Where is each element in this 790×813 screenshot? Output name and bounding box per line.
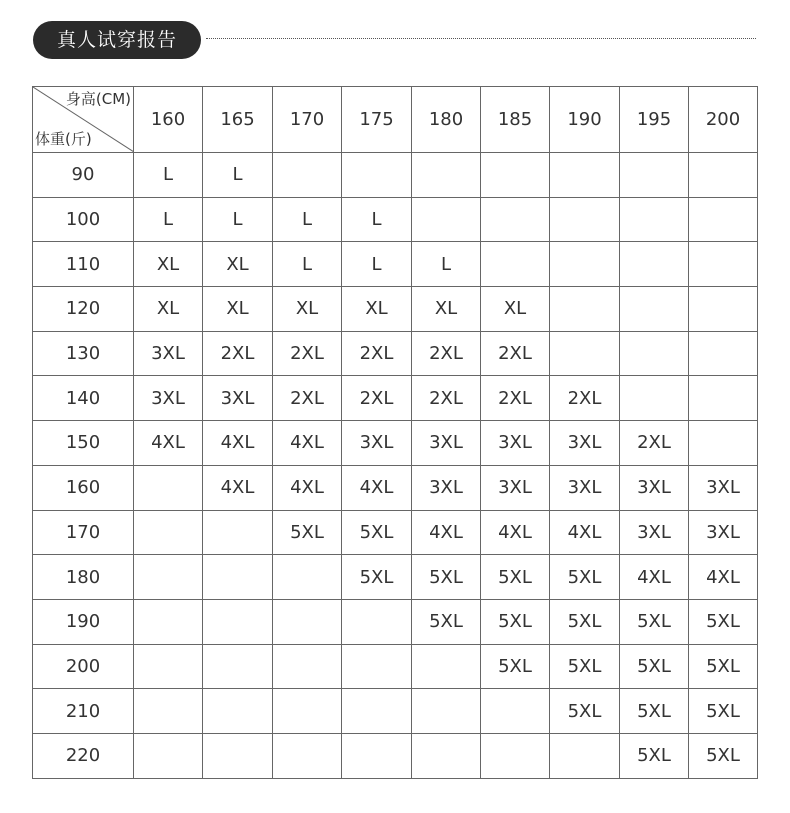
size-cell bbox=[689, 242, 758, 287]
weight-cell: 180 bbox=[33, 555, 134, 600]
size-cell bbox=[481, 153, 550, 198]
size-cell: 5XL bbox=[620, 599, 689, 644]
size-cell bbox=[203, 555, 273, 600]
size-cell: 3XL bbox=[550, 465, 620, 510]
size-cell: 3XL bbox=[203, 376, 273, 421]
size-cell: L bbox=[203, 153, 273, 198]
dotted-divider bbox=[206, 38, 756, 39]
size-cell: 4XL bbox=[689, 555, 758, 600]
size-cell bbox=[689, 421, 758, 466]
size-cell: 5XL bbox=[550, 644, 620, 689]
size-cell: 3XL bbox=[342, 421, 412, 466]
size-cell: L bbox=[412, 242, 481, 287]
size-cell bbox=[689, 197, 758, 242]
size-cell bbox=[273, 599, 342, 644]
size-cell: 5XL bbox=[412, 555, 481, 600]
size-cell: 2XL bbox=[481, 376, 550, 421]
size-cell bbox=[134, 599, 203, 644]
weight-cell: 210 bbox=[33, 689, 134, 734]
size-cell: 5XL bbox=[689, 733, 758, 778]
size-cell bbox=[550, 331, 620, 376]
size-cell bbox=[273, 689, 342, 734]
weight-cell: 170 bbox=[33, 510, 134, 555]
weight-cell: 110 bbox=[33, 242, 134, 287]
size-cell: XL bbox=[134, 242, 203, 287]
size-cell: 5XL bbox=[689, 689, 758, 734]
size-cell: XL bbox=[203, 242, 273, 287]
size-cell bbox=[203, 510, 273, 555]
size-cell: 3XL bbox=[134, 376, 203, 421]
weight-cell: 90 bbox=[33, 153, 134, 198]
size-cell bbox=[412, 733, 481, 778]
weight-cell: 100 bbox=[33, 197, 134, 242]
size-cell bbox=[550, 197, 620, 242]
size-cell bbox=[342, 733, 412, 778]
size-cell: L bbox=[342, 197, 412, 242]
size-cell: 4XL bbox=[481, 510, 550, 555]
weight-cell: 140 bbox=[33, 376, 134, 421]
size-cell bbox=[620, 153, 689, 198]
table-row bbox=[33, 287, 758, 332]
size-cell: 4XL bbox=[412, 510, 481, 555]
height-header-row bbox=[33, 87, 758, 153]
size-cell: 4XL bbox=[273, 465, 342, 510]
weight-cell: 200 bbox=[33, 644, 134, 689]
table-row bbox=[33, 197, 758, 242]
size-cell: 3XL bbox=[550, 421, 620, 466]
size-cell bbox=[134, 644, 203, 689]
height-header-cell: 170 bbox=[273, 87, 342, 153]
size-cell: 4XL bbox=[134, 421, 203, 466]
size-cell bbox=[412, 197, 481, 242]
size-cell: 5XL bbox=[273, 510, 342, 555]
size-cell bbox=[620, 331, 689, 376]
size-cell bbox=[620, 287, 689, 332]
size-cell: 2XL bbox=[550, 376, 620, 421]
size-cell bbox=[412, 644, 481, 689]
size-cell: XL bbox=[203, 287, 273, 332]
height-header-cell: 175 bbox=[342, 87, 412, 153]
size-cell: 5XL bbox=[550, 599, 620, 644]
size-cell: 3XL bbox=[481, 465, 550, 510]
corner-cell bbox=[33, 87, 134, 153]
size-cell bbox=[273, 153, 342, 198]
size-cell: 5XL bbox=[550, 689, 620, 734]
size-cell: 2XL bbox=[620, 421, 689, 466]
size-cell bbox=[550, 733, 620, 778]
size-cell bbox=[203, 689, 273, 734]
weight-cell: 190 bbox=[33, 599, 134, 644]
size-cell bbox=[342, 153, 412, 198]
size-cell bbox=[134, 510, 203, 555]
size-cell bbox=[342, 599, 412, 644]
size-cell: 3XL bbox=[689, 510, 758, 555]
size-cell bbox=[203, 644, 273, 689]
size-cell: 2XL bbox=[481, 331, 550, 376]
size-cell: L bbox=[273, 197, 342, 242]
size-cell: 4XL bbox=[273, 421, 342, 466]
size-cell: 5XL bbox=[620, 689, 689, 734]
size-cell: 5XL bbox=[412, 599, 481, 644]
height-axis-label: 身高(CM) bbox=[65, 90, 131, 108]
size-cell bbox=[689, 331, 758, 376]
weight-cell: 150 bbox=[33, 421, 134, 466]
size-cell: L bbox=[203, 197, 273, 242]
size-cell: XL bbox=[342, 287, 412, 332]
table-row bbox=[33, 555, 758, 600]
weight-cell: 160 bbox=[33, 465, 134, 510]
size-cell bbox=[689, 153, 758, 198]
size-cell: 4XL bbox=[550, 510, 620, 555]
size-cell bbox=[134, 733, 203, 778]
size-cell: 5XL bbox=[342, 510, 412, 555]
size-cell: 5XL bbox=[689, 599, 758, 644]
size-cell: 2XL bbox=[412, 331, 481, 376]
table-row bbox=[33, 510, 758, 555]
size-cell: XL bbox=[273, 287, 342, 332]
size-cell: 5XL bbox=[620, 733, 689, 778]
size-cell: 4XL bbox=[203, 421, 273, 466]
size-cell bbox=[481, 733, 550, 778]
size-cell bbox=[689, 376, 758, 421]
size-cell: 3XL bbox=[412, 465, 481, 510]
height-header-cell: 190 bbox=[550, 87, 620, 153]
size-table-body bbox=[33, 153, 758, 779]
size-cell bbox=[620, 197, 689, 242]
size-cell: 5XL bbox=[550, 555, 620, 600]
size-cell bbox=[273, 644, 342, 689]
table-row bbox=[33, 331, 758, 376]
size-cell bbox=[203, 599, 273, 644]
size-cell: 5XL bbox=[481, 644, 550, 689]
height-header-cell: 180 bbox=[412, 87, 481, 153]
size-cell bbox=[689, 287, 758, 332]
size-cell bbox=[342, 689, 412, 734]
height-header-cell: 185 bbox=[481, 87, 550, 153]
height-header-cell: 165 bbox=[203, 87, 273, 153]
size-cell bbox=[203, 733, 273, 778]
size-cell: 5XL bbox=[620, 644, 689, 689]
size-cell: 2XL bbox=[273, 376, 342, 421]
size-cell bbox=[273, 555, 342, 600]
size-cell bbox=[550, 153, 620, 198]
height-header-cell: 200 bbox=[689, 87, 758, 153]
size-cell: 4XL bbox=[342, 465, 412, 510]
weight-axis-label: 体重(斤) bbox=[35, 130, 92, 148]
size-cell bbox=[273, 733, 342, 778]
size-cell: 2XL bbox=[203, 331, 273, 376]
size-cell bbox=[481, 689, 550, 734]
size-cell: XL bbox=[134, 287, 203, 332]
size-cell bbox=[550, 242, 620, 287]
table-row bbox=[33, 599, 758, 644]
size-cell: 5XL bbox=[481, 555, 550, 600]
size-cell: L bbox=[134, 197, 203, 242]
size-cell bbox=[412, 689, 481, 734]
size-cell: XL bbox=[412, 287, 481, 332]
weight-cell: 220 bbox=[33, 733, 134, 778]
size-cell: L bbox=[134, 153, 203, 198]
size-cell: 3XL bbox=[689, 465, 758, 510]
height-header-cell: 160 bbox=[134, 87, 203, 153]
size-cell: L bbox=[342, 242, 412, 287]
size-cell: 2XL bbox=[273, 331, 342, 376]
weight-cell: 120 bbox=[33, 287, 134, 332]
size-cell bbox=[620, 242, 689, 287]
size-cell bbox=[550, 287, 620, 332]
table-row bbox=[33, 689, 758, 734]
size-cell: XL bbox=[481, 287, 550, 332]
size-cell: 3XL bbox=[134, 331, 203, 376]
size-cell bbox=[620, 376, 689, 421]
size-cell: 3XL bbox=[620, 510, 689, 555]
size-cell: 2XL bbox=[342, 376, 412, 421]
size-cell bbox=[412, 153, 481, 198]
size-cell bbox=[342, 644, 412, 689]
table-row bbox=[33, 733, 758, 778]
size-cell bbox=[134, 555, 203, 600]
table-row bbox=[33, 153, 758, 198]
size-cell: L bbox=[273, 242, 342, 287]
size-chart-table bbox=[32, 86, 758, 779]
size-cell: 2XL bbox=[342, 331, 412, 376]
size-cell bbox=[481, 197, 550, 242]
weight-cell: 130 bbox=[33, 331, 134, 376]
size-cell: 4XL bbox=[620, 555, 689, 600]
section-title: 真人试穿报告 bbox=[33, 21, 201, 59]
size-cell: 5XL bbox=[689, 644, 758, 689]
size-cell: 3XL bbox=[620, 465, 689, 510]
size-cell: 4XL bbox=[203, 465, 273, 510]
table-row bbox=[33, 376, 758, 421]
table-row bbox=[33, 421, 758, 466]
size-cell: 5XL bbox=[481, 599, 550, 644]
table-row bbox=[33, 644, 758, 689]
table-row bbox=[33, 242, 758, 287]
size-cell bbox=[481, 242, 550, 287]
size-cell: 2XL bbox=[412, 376, 481, 421]
table-row bbox=[33, 465, 758, 510]
size-cell bbox=[134, 689, 203, 734]
size-cell: 3XL bbox=[481, 421, 550, 466]
size-cell bbox=[134, 465, 203, 510]
size-cell: 3XL bbox=[412, 421, 481, 466]
size-cell: 5XL bbox=[342, 555, 412, 600]
height-header-cell: 195 bbox=[620, 87, 689, 153]
